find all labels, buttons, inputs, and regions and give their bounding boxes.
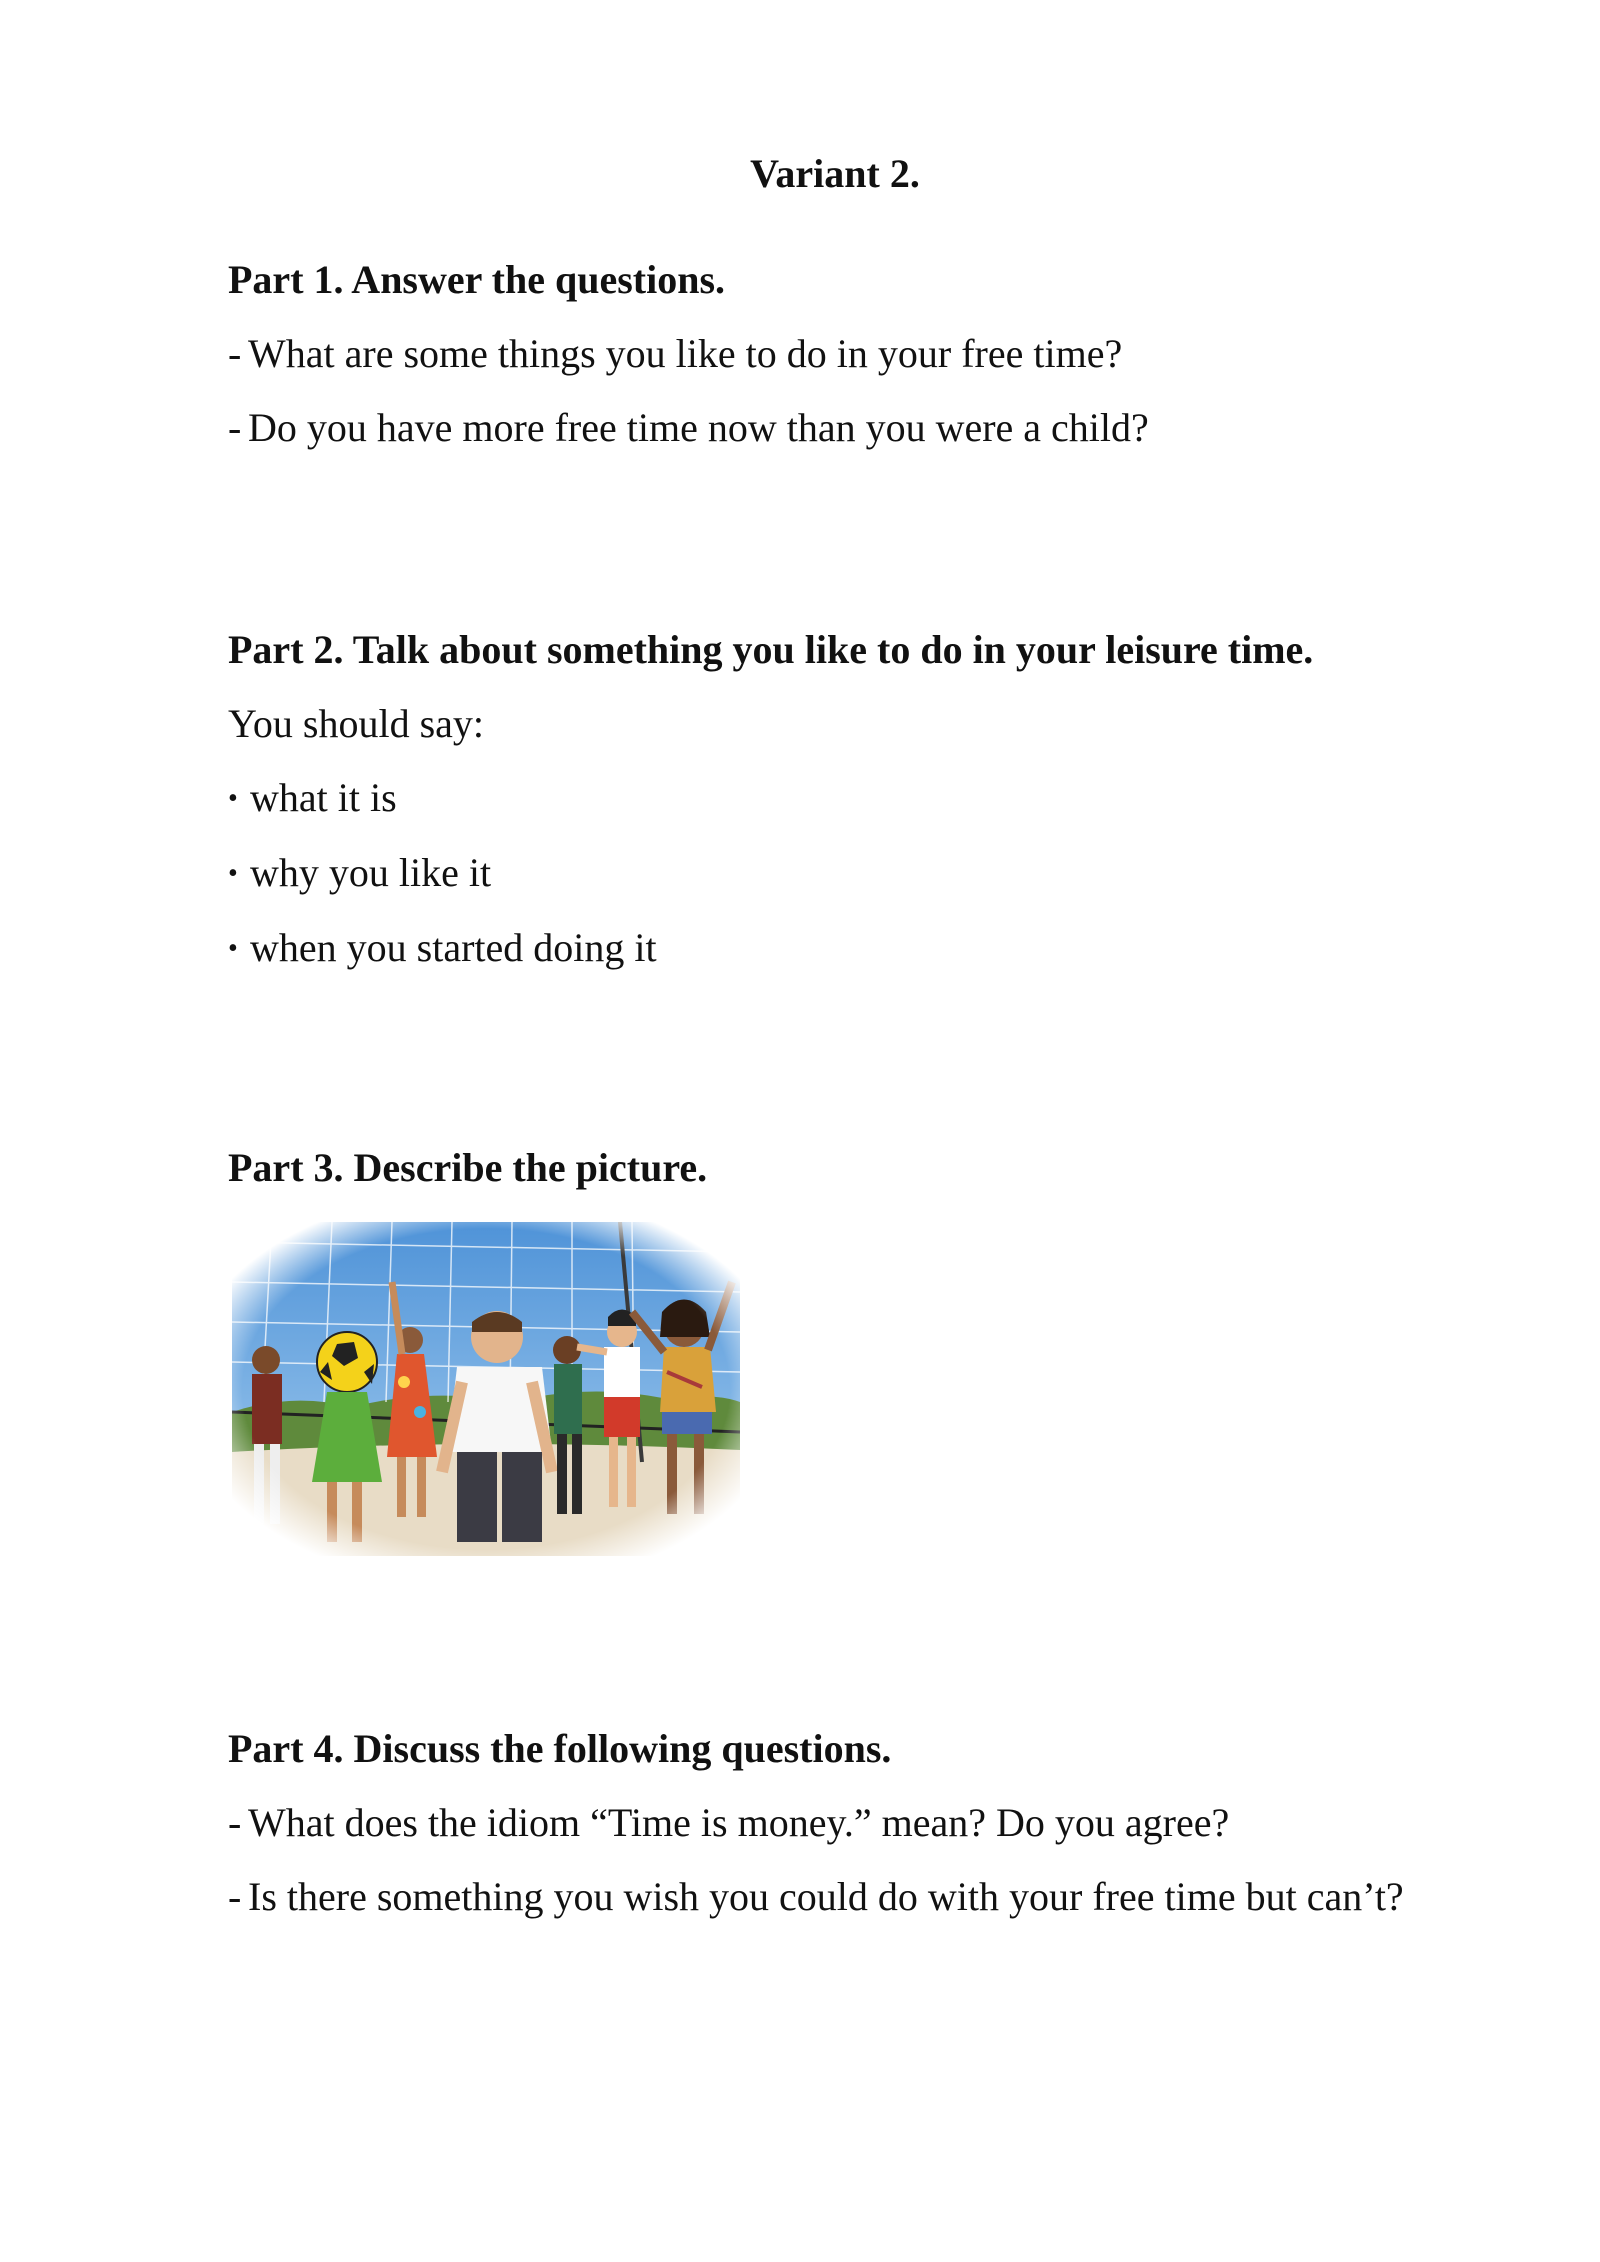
part-2-point-1: • what it is xyxy=(228,761,1428,836)
part-1-question-2: - Do you have more free time now than you were a child? xyxy=(228,391,1428,465)
part-3-heading: Part 3. Describe the picture. xyxy=(228,1145,708,1190)
part-3-section xyxy=(228,1131,1428,1205)
dash-marker: - xyxy=(228,1800,242,1845)
page-title: Variant 2. xyxy=(750,151,920,196)
part-1-question-1: - What are some things you like to do in your free time? xyxy=(228,317,1428,391)
part-4-section xyxy=(228,1712,1428,1934)
beach-volleyball-picture xyxy=(232,1222,740,1556)
part-2-section xyxy=(228,613,1428,986)
dash-marker: - xyxy=(228,1874,242,1919)
bullet-marker: • xyxy=(228,933,238,964)
part-4-question-1: - What does the idiom “Time is money.” mean? Do you agree? xyxy=(228,1786,1428,1860)
bullet-marker: • xyxy=(228,858,238,889)
part-1-heading: Part 1. Answer the questions. xyxy=(228,257,726,302)
bullet-marker: • xyxy=(228,783,238,814)
part-1-section xyxy=(228,243,1428,465)
part-4-question-2: - Is there something you wish you could do with your free time but can’t? xyxy=(228,1860,1408,1934)
part-2-intro: You should say: xyxy=(228,701,484,746)
part-4-heading: Part 4. Discuss the following questions. xyxy=(228,1726,892,1771)
dash-marker: - xyxy=(228,331,242,376)
part-2-point-3: • when you started doing it xyxy=(228,911,1428,986)
part-2-heading: Part 2. Talk about something you like to do in your leisure time. xyxy=(228,627,1314,672)
dash-marker: - xyxy=(228,405,242,450)
part-2-point-2: • why you like it xyxy=(228,836,1428,911)
